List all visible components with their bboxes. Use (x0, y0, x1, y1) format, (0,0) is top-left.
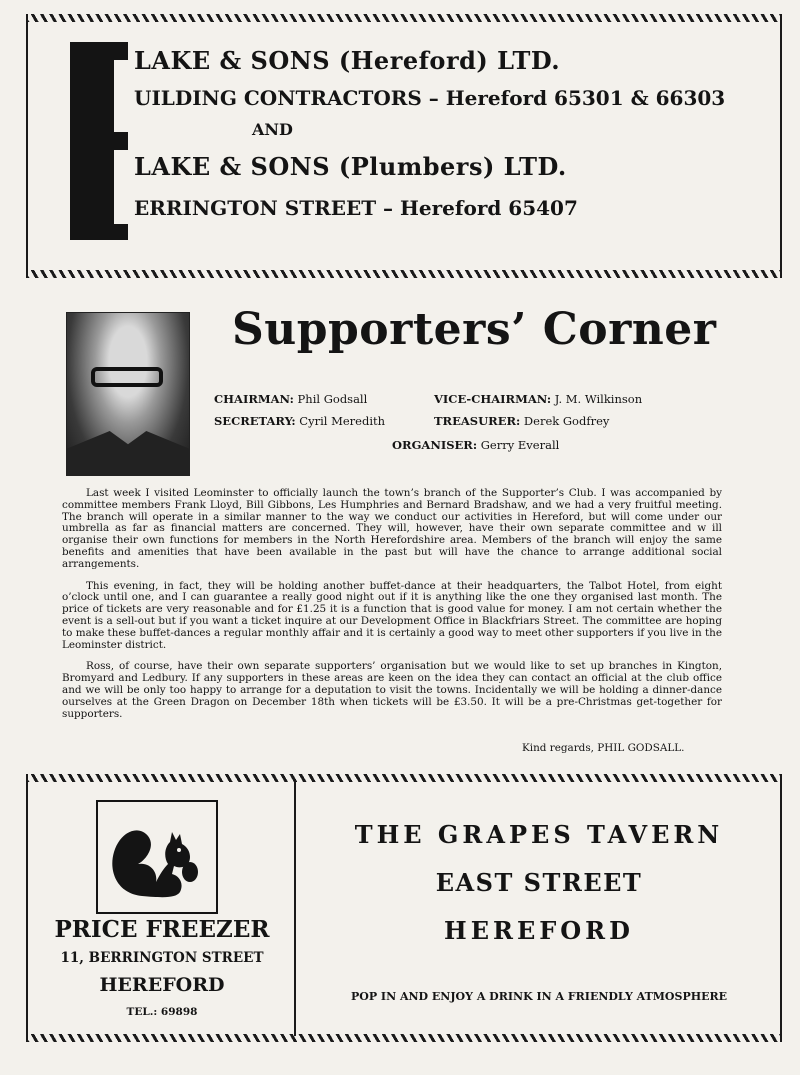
officer-secretary-label: SECRETARY: (214, 414, 296, 428)
price-freezer-town: HEREFORD (99, 974, 225, 996)
grapes-tagline: POP IN AND ENJOY A DRINK IN A FRIENDLY ATMOSPHERE (350, 990, 728, 1003)
article-paragraph-1: Last week I visited Leominster to officially launch the town’s branch of the Supporter’s Club. I was accompanied by committee members Frank Lloyd, Bill Gibbons, Les Humphries and Bernard Bradshaw, and we had a very fruitful meeting. The branch will operate in a similar manner to the way we conduct our activities in Hereford, but will come under our umbrella as far as financial matters are concerned. They will, however, have their own separate committee and w ill organise their own functions for members in the North Herefordshire area. Members of the branch will enjoy the same benefits and amenities that have been available in the past but will have the chance to arrange additional social arrangements. (62, 487, 722, 570)
blake-line-4: LAKE & SONS (Plumbers) LTD. (134, 152, 567, 181)
price-freezer-telephone: TEL.: 69898 (126, 1006, 198, 1018)
officer-vice-chairman (434, 392, 642, 406)
squirrel-icon (98, 802, 216, 912)
officer-vice-name: J. M. Wilkinson (554, 392, 643, 406)
top-border-left (26, 14, 28, 278)
blake-line-1: LAKE & SONS (Hereford) LTD. (134, 46, 561, 75)
blake-line-2: UILDING CONTRACTORS – Hereford 65301 & 66303 (134, 86, 726, 110)
article-body (62, 488, 722, 730)
grapes-name: THE GRAPES TAVERN (354, 820, 724, 849)
officer-organiser (392, 438, 559, 452)
officer-treasurer-label: TREASURER: (434, 414, 521, 428)
squirrel-logo (96, 800, 218, 914)
top-border-right (780, 14, 782, 278)
blake-line-5: ERRINGTON STREET – Hereford 65407 (134, 196, 578, 220)
officer-chairman-label: CHAIRMAN: (214, 392, 294, 406)
price-freezer-address: 11, BERRINGTON STREET (60, 950, 264, 966)
grapes-street: EAST STREET (435, 868, 643, 897)
officer-organiser-name: Gerry Everall (480, 438, 560, 452)
officer-chairman-name: Phil Godsall (297, 392, 368, 406)
article-signoff: Kind regards, PHIL GODSALL. (522, 742, 685, 754)
top-border-lower (26, 270, 782, 278)
chairman-photo (66, 312, 190, 476)
officer-organiser-label: ORGANISER: (392, 438, 478, 452)
bottom-border-upper (26, 774, 782, 782)
top-border-upper (26, 14, 782, 22)
officer-secretary-name: Cyril Meredith (299, 414, 386, 428)
glasses-shape (91, 367, 163, 387)
officer-secretary (214, 414, 385, 428)
grapes-town: HEREFORD (444, 916, 634, 945)
article-paragraph-3: Ross, of course, have their own separate supporters’ organisation but we would like to set up branches in Kington, Bromyard and Ledbury. If any supporters in these areas are keen on the idea they can contact an official at the club office and we will be only too happy to arrange for a deputation to visit the towns. Incidentally we will be holding a dinner-dance ourselves at the Green Dragon on December 18th when tickets will be £3.50. It will be a pre-Christmas get-together for supporters. (62, 660, 722, 720)
suit-shape (67, 431, 189, 475)
officer-chairman (214, 392, 367, 406)
officer-vice-label: VICE-CHAIRMAN: (434, 392, 552, 406)
section-title: Supporters’ Corner (232, 304, 717, 355)
article-paragraph-2: This evening, in fact, they will be holding another buffet-dance at their headquarters, the Talbot Hotel, from eight o’clock until one, and I can guarantee a really good night out if it is anything like the one they organised last month. The price of tickets are very reasonable and for £1.25 it is a function that is good value for money. I am not certain whether the event is a sell-out but if you want a ticket inquire at our Development Office in Blackfriars Street. The committee are hoping to make these buffet-dances a regular monthly affair and it is certainly a good way to meet other supporters if you live in the Leominster district. (62, 579, 722, 651)
officer-treasurer-name: Derek Godfrey (523, 414, 610, 428)
big-b-initial (70, 42, 128, 240)
price-freezer-name: PRICE FREEZER (54, 916, 270, 943)
officer-treasurer (434, 414, 609, 428)
bottom-border-left (26, 774, 28, 1042)
bottom-border-lower (26, 1034, 782, 1042)
blake-line-3: AND (252, 120, 293, 139)
